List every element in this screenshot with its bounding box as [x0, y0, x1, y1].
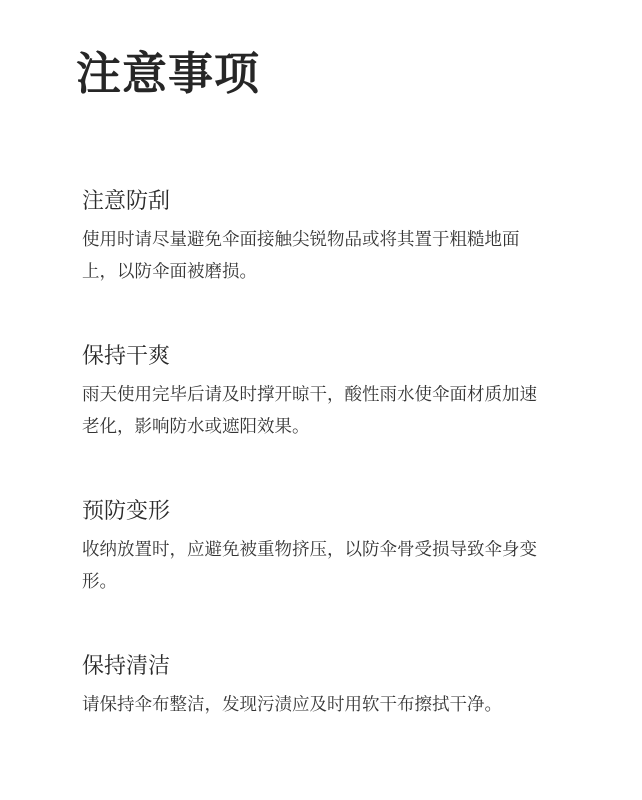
section-keep-clean: [82, 651, 562, 721]
section-body: 雨天使用完毕后请及时撑开晾干，酸性雨水使伞面材质加速老化，影响防水或遮阳效果。: [82, 385, 537, 437]
section-heading: 预防变形: [82, 499, 171, 524]
section-scratch-prevention: [82, 186, 562, 288]
section-body: 收纳放置时，应避免被重物挤压，以防伞骨受损导致伞身变形。: [82, 540, 537, 592]
section-heading: 保持清洁: [82, 654, 171, 679]
section-heading: 保持干爽: [82, 344, 171, 369]
section-keep-dry: [82, 341, 562, 443]
page-title: 注意事项: [76, 47, 261, 100]
section-heading: 注意防刮: [82, 189, 171, 214]
section-prevent-deformation: [82, 496, 562, 598]
section-body: 请保持伞布整洁，发现污渍应及时用软干布擦拭干净。: [82, 695, 502, 715]
section-body: 使用时请尽量避免伞面接触尖锐物品或将其置于粗糙地面上，以防伞面被磨损。: [82, 230, 520, 282]
